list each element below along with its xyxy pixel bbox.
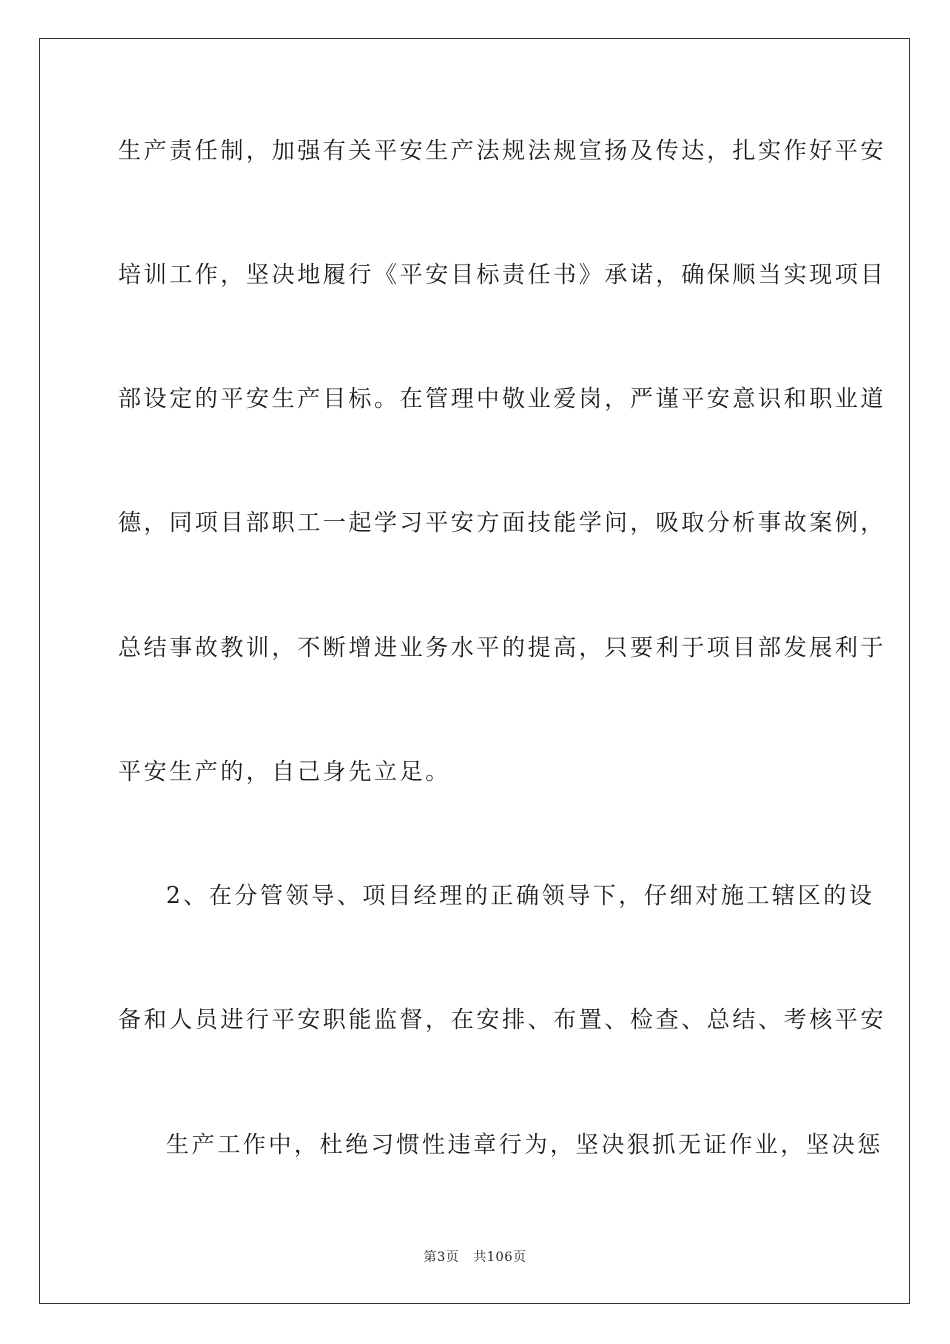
page-number: 第3页 (423, 1250, 460, 1265)
text-line-6: 平安生产的，自己身先立足。 (118, 759, 451, 785)
text-line-4: 德，同项目部职工一起学习平安方面技能学问，吸取分析事故案例， (118, 510, 886, 536)
page-footer (0, 1246, 950, 1265)
page-border (39, 38, 910, 1304)
text-line-5: 总结事故教训，不断增进业务水平的提高，只要利于项目部发展利于 (118, 635, 886, 661)
text-line-3: 部设定的平安生产目标。在管理中敬业爱岗，严谨平安意识和职业道 (118, 386, 886, 412)
text-line-1: 生产责任制，加强有关平安生产法规法规宣扬及传达，扎实作好平安 (118, 138, 886, 164)
paragraph-2-line-2: 备和人员进行平安职能监督，在安排、布置、检查、总结、考核平安 (118, 1007, 886, 1033)
paragraph-2-line-3: 生产工作中，杜绝习惯性违章行为，坚决狠抓无证作业，坚决惩 (166, 1132, 883, 1158)
text-line-2: 培训工作，坚决地履行《平安目标责任书》承诺，确保顺当实现项目 (118, 262, 886, 288)
paragraph-2-line-1: 2、在分管领导、项目经理的正确领导下，仔细对施工辖区的设 (166, 883, 875, 909)
total-pages: 共106页 (473, 1250, 527, 1265)
